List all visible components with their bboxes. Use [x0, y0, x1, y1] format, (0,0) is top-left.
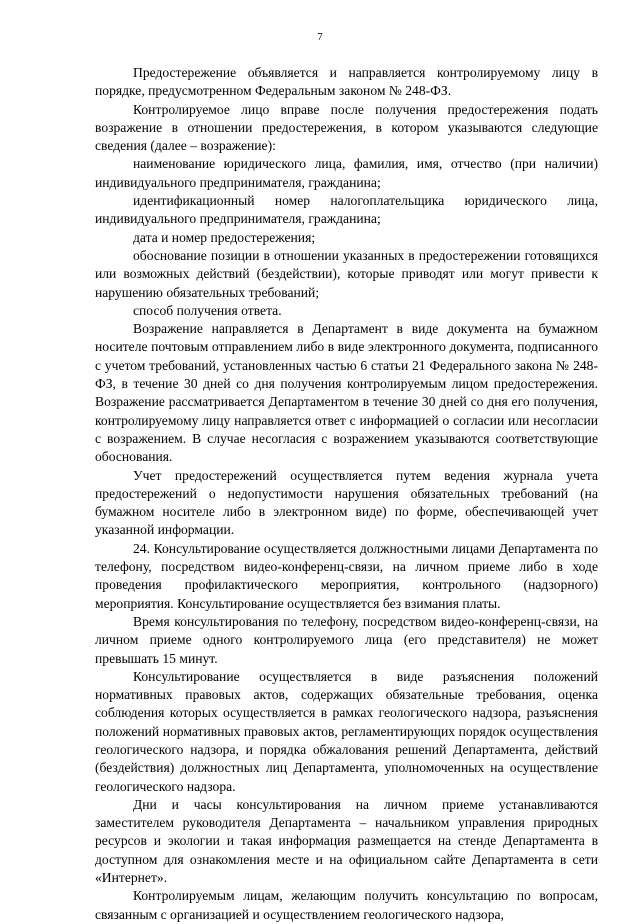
- paragraph-objection-item-name: наименование юридического лица, фамилия, имя, отчество (при наличии) индивидуального предпринимателя, гражданина;: [95, 156, 598, 190]
- paragraph-consulting-request: Контролируемым лицам, желающим получить консультацию по вопросам, связанным с организацией и осуществлением геологического надзора,: [95, 888, 598, 922]
- paragraph-objection-item-date: дата и номер предостережения;: [133, 229, 316, 245]
- document-body: [95, 64, 598, 924]
- paragraph-warning-registry: Учет предостережений осуществляется путем ведения журнала учета предостережений о недопустимости нарушения обязательных требований (на бумажном носителе либо в электронном виде) по форме, обеспечивающей учет указанной информации.: [95, 467, 598, 538]
- paragraph-consulting-schedule: Дни и часы консультирования на личном приеме устанавливаются заместителем руководителя Департамента – начальником управления природных ресурсов и экологии и такая информация размещается на стенде Департамента в доступном для ознакомления месте и на официальном сайте Департамента в сети «Интернет».: [95, 796, 598, 886]
- paragraph-objection-item-inn: идентификационный номер налогоплательщика юридического лица, индивидуального предпринимателя, гражданина;: [95, 193, 598, 227]
- paragraph-objection-right: Контролируемое лицо вправе после получения предостережения подать возражение в отношении предостережения, в котором указываются следующие сведения (далее – возражение):: [95, 101, 598, 154]
- paragraph-warning-announcement: Предостережение объявляется и направляется контролируемому лицу в порядке, предусмотренном Федеральным законом № 248-ФЗ.: [95, 65, 598, 99]
- paragraph-consulting-scope: Консультирование осуществляется в виде разъяснения положений нормативных правовых актов, содержащих обязательные требования, оценка соблюдения которых осуществляется в рамках геологического надзора, разъяснения положений нормативных правовых актов, регламентирующих порядок осуществления геологического надзора, и порядка обжалования решений Департамента, действий (бездействия) должностных лиц Департамента, уполномоченных на осуществление геологического надзора.: [95, 668, 598, 794]
- paragraph-objection-item-response-method: способ получения ответа.: [133, 302, 282, 318]
- paragraph-consulting-duration: Время консультирования по телефону, посредством видео-конференц-связи, на личном приеме одного контролируемого лица (его представителя) не может превышать 15 минут.: [95, 613, 598, 666]
- paragraph-objection-item-justification: обоснование позиции в отношении указанных в предостережении готовящихся или возможных действий (бездействии), которые приводят или могут привести к нарушению обязательных требований;: [95, 247, 598, 300]
- page-number: 7: [317, 31, 323, 43]
- paragraph-consulting-section-24: 24. Консультирование осуществляется должностными лицами Департамента по телефону, посредством видео-конференц-связи, на личном приеме либо в ходе проведения профилактического мероприятия, контрольного (надзорного) мероприятия. Консультирование осуществляется без взимания платы.: [95, 540, 598, 611]
- paragraph-objection-procedure: Возражение направляется в Департамент в виде документа на бумажном носителе почтовым отправлением либо в виде электронного документа, подписанного с учетом требований, установленных частью 6 статьи 21 Федерального закона № 248-ФЗ, в течение 30 дней со дня получения контролируемым лицом предостережения. Возражение рассматривается Департаментом в течение 30 дней со дня его получения, контролируемому лицу направляется ответ с информацией о согласии или несогласии с возражением. В случае несогласия с возражением указываются соответствующие обоснования.: [95, 321, 598, 465]
